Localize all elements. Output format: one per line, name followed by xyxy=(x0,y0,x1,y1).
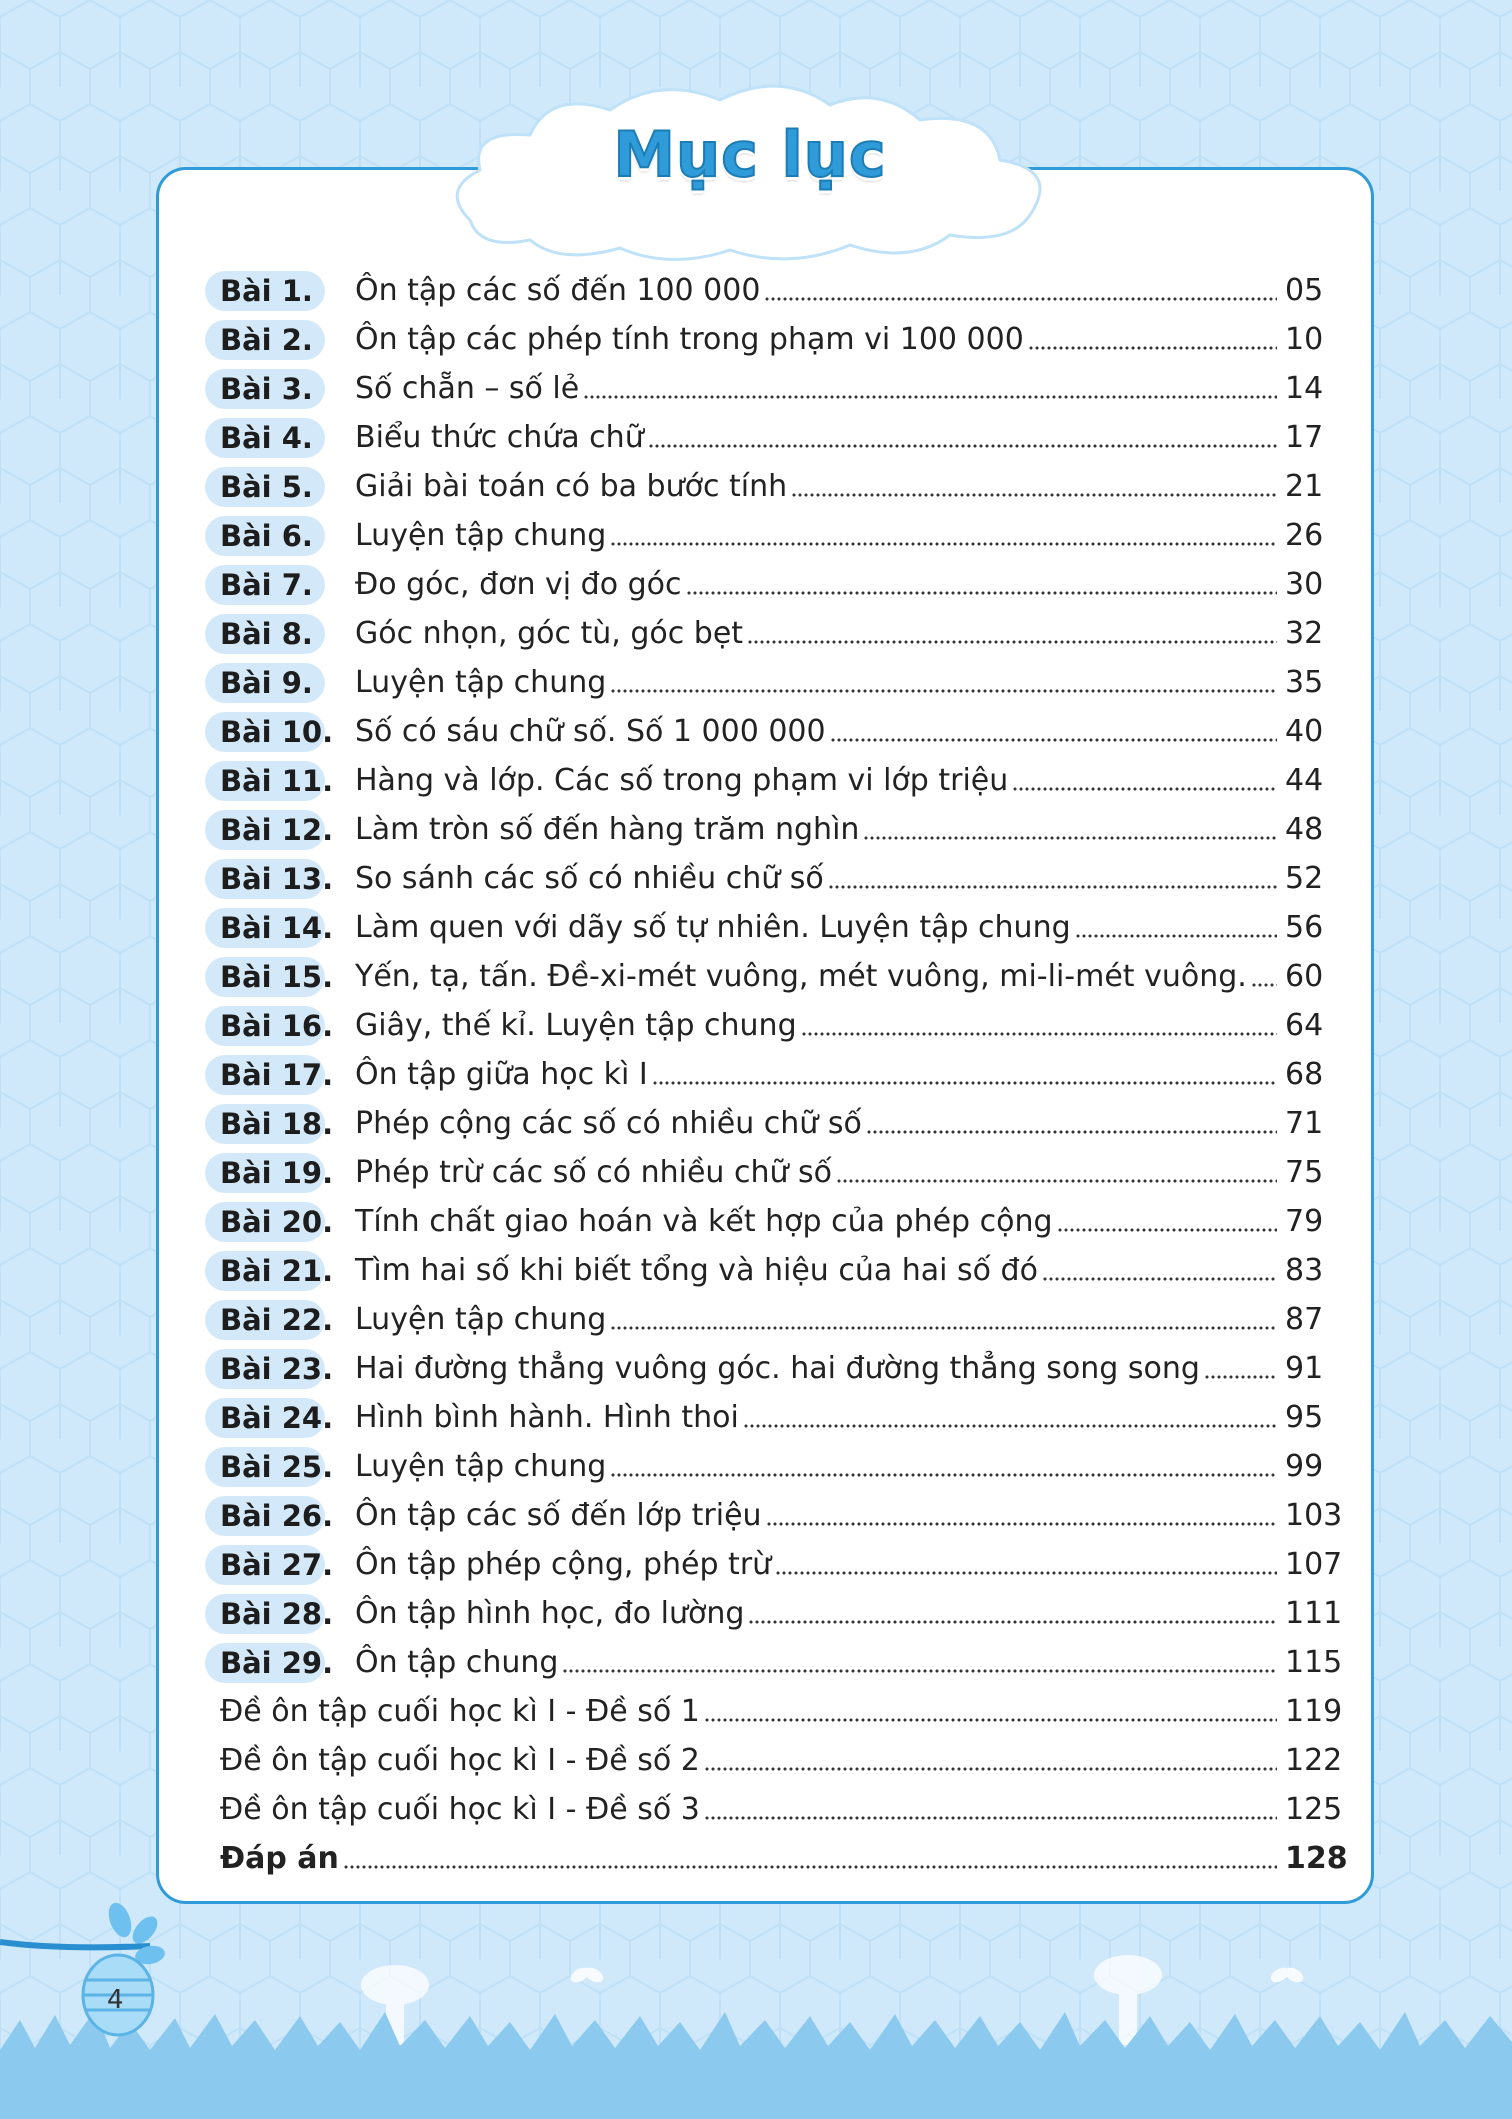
dot-leader xyxy=(1057,1225,1277,1233)
toc-title: Luyện tập chung xyxy=(355,1449,607,1484)
toc-page: 35 xyxy=(1285,665,1324,700)
dot-leader xyxy=(610,686,1277,694)
lesson-badge: Bài 19. xyxy=(205,1153,325,1193)
toc-title: Giây, thế kỉ. Luyện tập chung xyxy=(355,1008,797,1043)
dot-leader xyxy=(610,1323,1277,1331)
dot-leader xyxy=(704,1715,1277,1723)
toc-page: 60 xyxy=(1285,959,1324,994)
toc-page: 64 xyxy=(1285,1008,1324,1043)
toc-row[interactable] xyxy=(205,805,1345,854)
toc-row[interactable] xyxy=(205,315,1345,364)
lesson-badge: Bài 8. xyxy=(205,614,325,654)
toc-title: Luyện tập chung xyxy=(355,1302,607,1337)
dot-leader xyxy=(648,441,1277,449)
toc-page: 91 xyxy=(1285,1351,1324,1386)
toc-row[interactable] xyxy=(205,1638,1345,1687)
lesson-badge: Bài 2. xyxy=(205,320,325,360)
grass-icon xyxy=(0,1930,1512,2119)
toc-page: 99 xyxy=(1285,1449,1324,1484)
lesson-badge: Bài 7. xyxy=(205,565,325,605)
lesson-badge: Bài 28. xyxy=(205,1594,325,1634)
toc-title: Đề ôn tập cuối học kì I - Đề số 3 xyxy=(220,1792,700,1827)
dot-leader xyxy=(583,392,1277,400)
toc-page: 122 xyxy=(1285,1743,1343,1778)
dot-leader xyxy=(686,588,1278,596)
toc-title: Ôn tập chung xyxy=(355,1645,559,1680)
dot-leader xyxy=(1028,343,1277,351)
lesson-badge: Bài 22. xyxy=(205,1300,325,1340)
lesson-badge: Bài 3. xyxy=(205,369,325,409)
toc-page: 17 xyxy=(1285,420,1324,455)
toc-row[interactable] xyxy=(205,1442,1345,1491)
toc-title: Số có sáu chữ số. Số 1 000 000 xyxy=(355,714,826,749)
dot-leader xyxy=(791,490,1277,498)
beehive-icon xyxy=(0,1900,200,2040)
dot-leader xyxy=(863,833,1277,841)
toc-title: Ôn tập các số đến 100 000 xyxy=(355,273,761,308)
toc-title: Đáp án xyxy=(220,1841,339,1876)
toc-page: 115 xyxy=(1285,1645,1343,1680)
toc-title: Đo góc, đơn vị đo góc xyxy=(355,567,682,602)
page-title: Mục lục xyxy=(613,118,887,191)
toc-title: Đề ôn tập cuối học kì I - Đề số 2 xyxy=(220,1743,700,1778)
lesson-badge: Bài 18. xyxy=(205,1104,325,1144)
toc-row[interactable] xyxy=(205,1001,1345,1050)
toc-row[interactable] xyxy=(205,1295,1345,1344)
lesson-badge: Bài 5. xyxy=(205,467,325,507)
dot-leader xyxy=(747,637,1277,645)
lesson-badge: Bài 29. xyxy=(205,1643,325,1683)
lesson-badge: Bài 9. xyxy=(205,663,325,703)
toc-page: 21 xyxy=(1285,469,1324,504)
dot-leader xyxy=(1251,980,1277,988)
toc-row[interactable] xyxy=(205,1344,1345,1393)
lesson-badge: Bài 1. xyxy=(205,271,325,311)
toc-page: 40 xyxy=(1285,714,1324,749)
table-of-contents xyxy=(205,266,1348,1883)
toc-title: Làm tròn số đến hàng trăm nghìn xyxy=(355,812,860,847)
dot-leader xyxy=(801,1029,1277,1037)
toc-page: 71 xyxy=(1285,1106,1324,1141)
lesson-badge: Bài 17. xyxy=(205,1055,325,1095)
toc-title: Ôn tập giữa học kì I xyxy=(355,1057,648,1092)
toc-page: 83 xyxy=(1285,1253,1324,1288)
toc-page: 30 xyxy=(1285,567,1324,602)
lesson-badge: Bài 13. xyxy=(205,859,325,899)
dot-leader xyxy=(1075,931,1277,939)
lesson-badge: Bài 10. xyxy=(205,712,325,752)
dot-leader xyxy=(610,539,1277,547)
toc-page: 14 xyxy=(1285,371,1324,406)
lesson-badge: Bài 21. xyxy=(205,1251,325,1291)
dot-leader xyxy=(1204,1372,1277,1380)
toc-title: Hình bình hành. Hình thoi xyxy=(355,1400,739,1435)
lesson-badge: Bài 15. xyxy=(205,957,325,997)
toc-title: Ôn tập hình học, đo lường xyxy=(355,1596,745,1631)
toc-row[interactable] xyxy=(205,1393,1345,1442)
dot-leader xyxy=(704,1764,1277,1772)
toc-row[interactable] xyxy=(205,511,1345,560)
toc-page: 10 xyxy=(1285,322,1324,357)
toc-page: 79 xyxy=(1285,1204,1324,1239)
toc-row[interactable] xyxy=(205,1050,1345,1099)
toc-row[interactable] xyxy=(205,1148,1345,1197)
lesson-badge: Bài 23. xyxy=(205,1349,325,1389)
toc-row[interactable] xyxy=(205,1589,1345,1638)
toc-row[interactable] xyxy=(205,1099,1345,1148)
dot-leader xyxy=(743,1421,1277,1429)
toc-row[interactable] xyxy=(205,1197,1345,1246)
toc-row[interactable] xyxy=(205,707,1345,756)
page-number: 4 xyxy=(107,1985,124,2015)
toc-row[interactable] xyxy=(205,903,1345,952)
toc-title: So sánh các số có nhiều chữ số xyxy=(355,861,824,896)
lesson-badge: Bài 14. xyxy=(205,908,325,948)
dot-leader xyxy=(704,1813,1277,1821)
toc-page: 05 xyxy=(1285,273,1324,308)
toc-page: 95 xyxy=(1285,1400,1324,1435)
toc-row[interactable] xyxy=(205,658,1345,707)
toc-row[interactable] xyxy=(205,952,1345,1001)
dot-leader xyxy=(343,1862,1277,1870)
toc-row[interactable] xyxy=(205,462,1345,511)
toc-page: 48 xyxy=(1285,812,1324,847)
toc-title: Đề ôn tập cuối học kì I - Đề số 1 xyxy=(220,1694,700,1729)
toc-title: Yến, tạ, tấn. Đề-xi-mét vuông, mét vuông, mi-li-mét vuông. xyxy=(355,959,1247,994)
toc-page: 119 xyxy=(1285,1694,1343,1729)
toc-row[interactable] xyxy=(205,756,1345,805)
toc-page: 128 xyxy=(1285,1841,1348,1876)
toc-row[interactable] xyxy=(205,1540,1345,1589)
toc-title: Ôn tập các số đến lớp triệu xyxy=(355,1498,762,1533)
toc-page: 75 xyxy=(1285,1155,1324,1190)
dot-leader xyxy=(610,1470,1277,1478)
toc-title: Biểu thức chứa chữ xyxy=(355,420,644,455)
lesson-badge: Bài 16. xyxy=(205,1006,325,1046)
lesson-badge: Bài 11. xyxy=(205,761,325,801)
lesson-badge: Bài 27. xyxy=(205,1545,325,1585)
dot-leader xyxy=(764,294,1277,302)
lesson-badge: Bài 12. xyxy=(205,810,325,850)
toc-row[interactable] xyxy=(205,854,1345,903)
toc-title: Phép cộng các số có nhiều chữ số xyxy=(355,1106,862,1141)
dot-leader xyxy=(562,1666,1277,1674)
toc-row[interactable] xyxy=(205,1246,1345,1295)
lesson-badge: Bài 25. xyxy=(205,1447,325,1487)
dot-leader xyxy=(766,1519,1277,1527)
dot-leader xyxy=(1042,1274,1277,1282)
dot-leader xyxy=(836,1176,1277,1184)
toc-title: Phép trừ các số có nhiều chữ số xyxy=(355,1155,833,1190)
toc-title: Tìm hai số khi biết tổng và hiệu của hai số đó xyxy=(355,1253,1038,1288)
toc-title: Ôn tập các phép tính trong phạm vi 100 000 xyxy=(355,322,1024,357)
toc-page: 107 xyxy=(1285,1547,1343,1582)
toc-title: Ôn tập phép cộng, phép trừ xyxy=(355,1547,772,1582)
toc-page: 111 xyxy=(1285,1596,1343,1631)
toc-page: 32 xyxy=(1285,616,1324,651)
toc-page: 44 xyxy=(1285,763,1324,798)
toc-row[interactable] xyxy=(205,1491,1345,1540)
toc-title: Làm quen với dãy số tự nhiên. Luyện tập chung xyxy=(355,910,1071,945)
toc-title: Hai đường thẳng vuông góc. hai đường thẳng song song xyxy=(355,1351,1200,1386)
toc-row[interactable] xyxy=(205,560,1345,609)
toc-page: 68 xyxy=(1285,1057,1324,1092)
dot-leader xyxy=(748,1617,1277,1625)
lesson-badge: Bài 20. xyxy=(205,1202,325,1242)
toc-row[interactable] xyxy=(205,609,1345,658)
toc-title: Góc nhọn, góc tù, góc bẹt xyxy=(355,616,744,651)
dot-leader xyxy=(866,1127,1277,1135)
lesson-badge: Bài 6. xyxy=(205,516,325,556)
toc-page: 56 xyxy=(1285,910,1324,945)
toc-row-answers[interactable] xyxy=(205,1834,1348,1883)
lesson-badge: Bài 4. xyxy=(205,418,325,458)
toc-page: 103 xyxy=(1285,1498,1343,1533)
toc-title: Luyện tập chung xyxy=(355,518,607,553)
lesson-badge: Bài 26. xyxy=(205,1496,325,1536)
toc-row[interactable] xyxy=(205,413,1345,462)
dot-leader xyxy=(775,1568,1277,1576)
toc-row-extra[interactable] xyxy=(205,1785,1345,1834)
dot-leader xyxy=(1012,784,1277,792)
toc-page: 26 xyxy=(1285,518,1324,553)
toc-title: Tính chất giao hoán và kết hợp của phép cộng xyxy=(355,1204,1053,1239)
toc-title: Số chẵn – số lẻ xyxy=(355,371,580,406)
dot-leader xyxy=(652,1078,1277,1086)
toc-row-extra[interactable] xyxy=(205,1687,1345,1736)
lesson-badge: Bài 24. xyxy=(205,1398,325,1438)
toc-page: 125 xyxy=(1285,1792,1343,1827)
butterfly-icon xyxy=(568,1965,1305,1985)
toc-page: 87 xyxy=(1285,1302,1324,1337)
toc-row-extra[interactable] xyxy=(205,1736,1345,1785)
toc-title: Hàng và lớp. Các số trong phạm vi lớp triệu xyxy=(355,763,1009,798)
toc-title: Giải bài toán có ba bước tính xyxy=(355,469,788,504)
toc-page: 52 xyxy=(1285,861,1324,896)
dot-leader xyxy=(828,882,1277,890)
toc-row[interactable] xyxy=(205,266,1345,315)
toc-row[interactable] xyxy=(205,364,1345,413)
toc-title: Luyện tập chung xyxy=(355,665,607,700)
dot-leader xyxy=(830,735,1277,743)
